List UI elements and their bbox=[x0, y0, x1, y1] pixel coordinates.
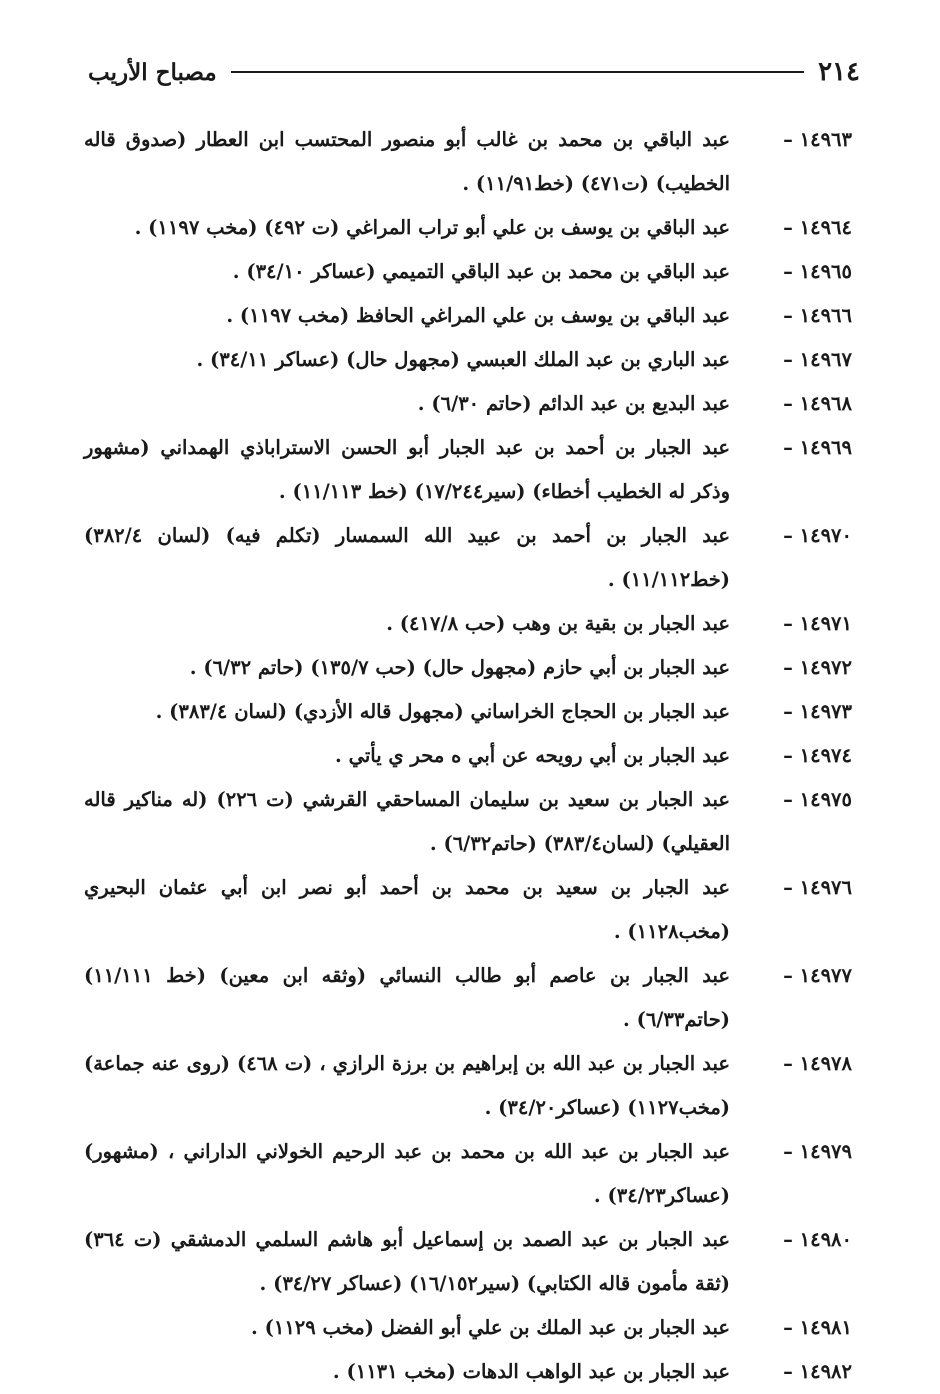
entry-text: عبد البديع بن عبد الدائم (حاتم ٦/٣٠) . bbox=[417, 392, 730, 415]
entry bbox=[84, 1042, 852, 1130]
entry bbox=[84, 426, 852, 514]
entry-number: ١٤٩٧٥ – bbox=[783, 788, 852, 811]
entry-number: ١٤٩٦٦ – bbox=[783, 304, 852, 327]
entry bbox=[84, 866, 852, 954]
entry-text: عبد الجبار بن سعيد بن محمد بن أحمد أبو نصر ابن أبي عثمان البحيري (مخب١١٢٨) . bbox=[84, 876, 730, 943]
entry-text: عبد الجبار بن سعيد بن سليمان المساحقي القرشي (ت ٢٢٦) (له مناكير قاله العقيلي) (لسان٣٨٣/٤) (حاتم٦/٣٢) . bbox=[84, 788, 731, 855]
entry-text: عبد الجبار بن عبد الله بن محمد بن عبد الرحيم الخولاني الداراني ، (مشهور) (عساكر٣٤/٢٣) . bbox=[84, 1140, 730, 1207]
entry-number: ١٤٩٧٩ – bbox=[783, 1140, 852, 1163]
entry-number: ١٤٩٧٣ – bbox=[783, 700, 852, 723]
entry bbox=[84, 382, 852, 426]
entry-text: عبد الباري بن عبد الملك العبسي (مجهول حال) (عساكر ٣٤/١١) . bbox=[196, 348, 730, 371]
entry-list bbox=[84, 118, 852, 1394]
entry-number: ١٤٩٦٧ – bbox=[783, 348, 852, 371]
entry-number: ١٤٩٨٠ – bbox=[783, 1228, 852, 1251]
entry bbox=[84, 206, 852, 250]
book-title: مصباح الأريب bbox=[88, 58, 217, 86]
entry-number: ١٤٩٧٠ – bbox=[783, 524, 852, 547]
entry bbox=[84, 646, 852, 690]
entry-text: عبد الجبار بن عبد الواهب الدهات (مخب ١١٣١) . bbox=[332, 1360, 730, 1383]
entry bbox=[84, 118, 852, 206]
entry-text: عبد الجبار بن بقية بن وهب (حب ٤١٧/٨) . bbox=[386, 612, 730, 635]
entry-text: عبد الجبار بن أبي رويحه عن أبي ه محر ي يأتي . bbox=[335, 744, 730, 767]
entry-number: ١٤٩٦٨ – bbox=[783, 392, 852, 415]
entry-text: عبد الباقي بن محمد بن عبد الباقي التميمي (عساكر ٣٤/١٠) . bbox=[232, 260, 730, 283]
entry-text: عبد الجبار بن عبد الملك بن علي أبو الفضل (مخب ١١٢٩) . bbox=[251, 1316, 730, 1339]
entry bbox=[84, 1130, 852, 1218]
entry-text: عبد الجبار بن أحمد بن عبد الجبار أبو الحسن الاستراباذي الهمداني (مشهور وذكر له الخطيب أخطاء) (سير١٧/٢٤٤) (خط ١١/١١٣) . bbox=[84, 436, 730, 503]
entry-number: ١٤٩٦٤ – bbox=[783, 216, 852, 239]
entry bbox=[84, 1306, 852, 1350]
entry-number: ١٤٩٧١ – bbox=[783, 612, 852, 635]
entry-number: ١٤٩٦٣ – bbox=[783, 128, 852, 151]
entry bbox=[84, 294, 852, 338]
entry bbox=[84, 250, 852, 294]
entry-number: ١٤٩٧٤ – bbox=[783, 744, 852, 767]
entry bbox=[84, 954, 852, 1042]
entry bbox=[84, 1350, 852, 1394]
header-rule bbox=[231, 71, 804, 73]
entry-text: عبد الجبار بن عاصم أبو طالب النسائي (وثقه ابن معين) (خط ١١/١١١) (حاتم٦/٣٣) . bbox=[84, 964, 730, 1031]
entry-number: ١٤٩٧٧ – bbox=[783, 964, 852, 987]
entry-text: عبد الجبار بن الحجاج الخراساني (مجهول قاله الأزدي) (لسان ٣٨٣/٤) . bbox=[155, 700, 730, 723]
entry-text: عبد الباقي بن محمد بن غالب أبو منصور المحتسب ابن العطار (صدوق قاله الخطيب) (ت٤٧١) (خط١١/٩١) . bbox=[84, 128, 730, 195]
entry-number: ١٤٩٧٦ – bbox=[783, 876, 852, 899]
page-header bbox=[88, 52, 860, 92]
entry-text: عبد الجبار بن عبد الله بن إبراهيم بن برزة الرازي ، (ت ٤٦٨) (روى عنه جماعة) (مخب١١٢٧) (عساكر٣٤/٢٠) . bbox=[84, 1052, 730, 1119]
entry bbox=[84, 338, 852, 382]
entry-number: ١٤٩٦٥ – bbox=[783, 260, 852, 283]
entry-number: ١٤٩٨٢ – bbox=[783, 1360, 852, 1383]
entry bbox=[84, 1218, 852, 1306]
entry bbox=[84, 602, 852, 646]
entry bbox=[84, 514, 852, 602]
entry-text: عبد الجبار بن أبي حازم (مجهول حال) (حب ١٣٥/٧) (حاتم ٦/٣٢) . bbox=[189, 656, 730, 679]
entry-number: ١٤٩٧٨ – bbox=[783, 1052, 852, 1075]
entry-number: ١٤٩٧٢ – bbox=[783, 656, 852, 679]
entry-text: عبد الجبار بن عبد الصمد بن إسماعيل أبو هاشم السلمي الدمشقي (ت ٣٦٤) (ثقة مأمون قاله الكتابي) (سير١٦/١٥٢) (عساكر ٣٤/٢٧) . bbox=[84, 1228, 730, 1295]
entry bbox=[84, 778, 852, 866]
entry-text: عبد الباقي بن يوسف بن علي المراغي الحافظ (مخب ١١٩٧) . bbox=[226, 304, 730, 327]
entry-number: ١٤٩٦٩ – bbox=[783, 436, 852, 459]
entry-text: عبد الجبار بن أحمد بن عبيد الله السمسار (تكلم فيه) (لسان ٣٨٢/٤) (خط١١/١١٢) . bbox=[84, 524, 730, 591]
entry bbox=[84, 734, 852, 778]
entry bbox=[84, 690, 852, 734]
entry-number: ١٤٩٨١ – bbox=[783, 1316, 852, 1339]
page-number: ٢١٤ bbox=[818, 57, 860, 87]
entry-text: عبد الباقي بن يوسف بن علي أبو تراب المراغي (ت ٤٩٢) (مخب ١١٩٧) . bbox=[134, 216, 730, 239]
